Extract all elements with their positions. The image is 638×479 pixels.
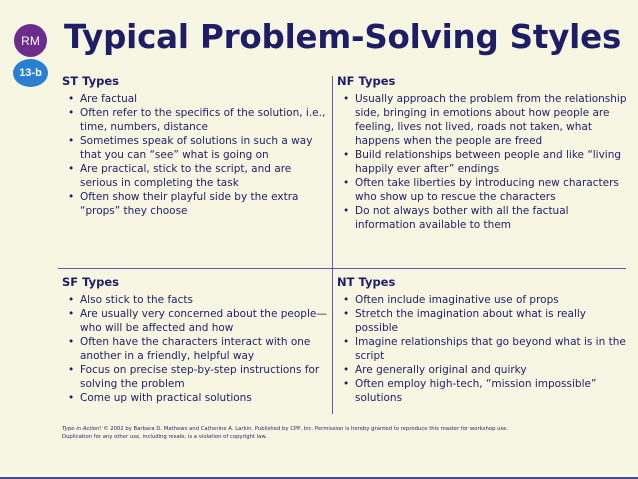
st-types-list [62, 92, 332, 218]
list-item: • Are practical, stick to the script, and are serious in completing the task [62, 162, 332, 190]
nf-types-heading: NF Types [337, 74, 396, 88]
sf-types-heading: SF Types [62, 275, 119, 289]
list-item: • Stretch the imagination about what is really possible [337, 307, 627, 335]
rm-badge-label: RM [21, 33, 40, 48]
copyright-footer [62, 425, 622, 441]
master-number-badge [13, 59, 48, 87]
st-types-section [62, 73, 332, 218]
copyright-line-1 [62, 425, 622, 433]
sf-types-list [62, 293, 332, 405]
list-item: • Focus on precise step-by-step instructions for solving the problem [62, 363, 332, 391]
page-title: Typical Problem-Solving Styles [64, 18, 622, 56]
list-item: • Often include imaginative use of props [337, 293, 627, 307]
book-title: Type in Action! [62, 426, 102, 432]
list-item: • Also stick to the facts [62, 293, 332, 307]
list-item: • Come up with practical solutions [62, 391, 332, 405]
list-item: • Often have the characters interact with one another in a friendly, helpful way [62, 335, 332, 363]
horizontal-divider [58, 268, 626, 269]
list-item: • Are usually very concerned about the people—who will be affected and how [62, 307, 332, 335]
rm-badge [14, 24, 47, 57]
list-item: • Sometimes speak of solutions in such a way that you can “see” what is going on [62, 134, 332, 162]
vertical-divider [332, 76, 333, 414]
list-item: • Often employ high-tech, “mission impossible” solutions [337, 377, 627, 405]
list-item: • Usually approach the problem from the relationship side, bringing in emotions about how people are feeling, lives not lived, roads not taken, what happens when the people are freed [337, 92, 627, 148]
st-types-heading: ST Types [62, 74, 119, 88]
list-item: • Often refer to the specifics of the solution, i.e., time, numbers, distance [62, 106, 332, 134]
nf-types-list [337, 92, 627, 232]
copyright-text: © 2002 by Barbara D. Mathews and Catherine A. Larkin. Published by CPP, Inc. Permission is hereby granted to reproduce this master for workshop use. [101, 426, 509, 432]
list-item: • Imagine relationships that go beyond what is in the script [337, 335, 627, 363]
list-item: • Do not always bother with all the factual information available to them [337, 204, 627, 232]
list-item: • Build relationships between people and like “living happily ever after” endings [337, 148, 627, 176]
list-item: • Often take liberties by introducing new characters who show up to rescue the characters [337, 176, 627, 204]
list-item: • Often show their playful side by the extra “props” they choose [62, 190, 332, 218]
list-item: • Are generally original and quirky [337, 363, 627, 377]
nt-types-list [337, 293, 627, 405]
sf-types-section [62, 274, 332, 405]
master-number-label: 13-b [19, 67, 42, 79]
copyright-line-2: Duplication for any other use, including resale, is a violation of copyright law. [62, 434, 267, 440]
nt-types-section [337, 274, 627, 405]
nf-types-section [337, 73, 627, 232]
nt-types-heading: NT Types [337, 275, 396, 289]
list-item: • Are factual [62, 92, 332, 106]
